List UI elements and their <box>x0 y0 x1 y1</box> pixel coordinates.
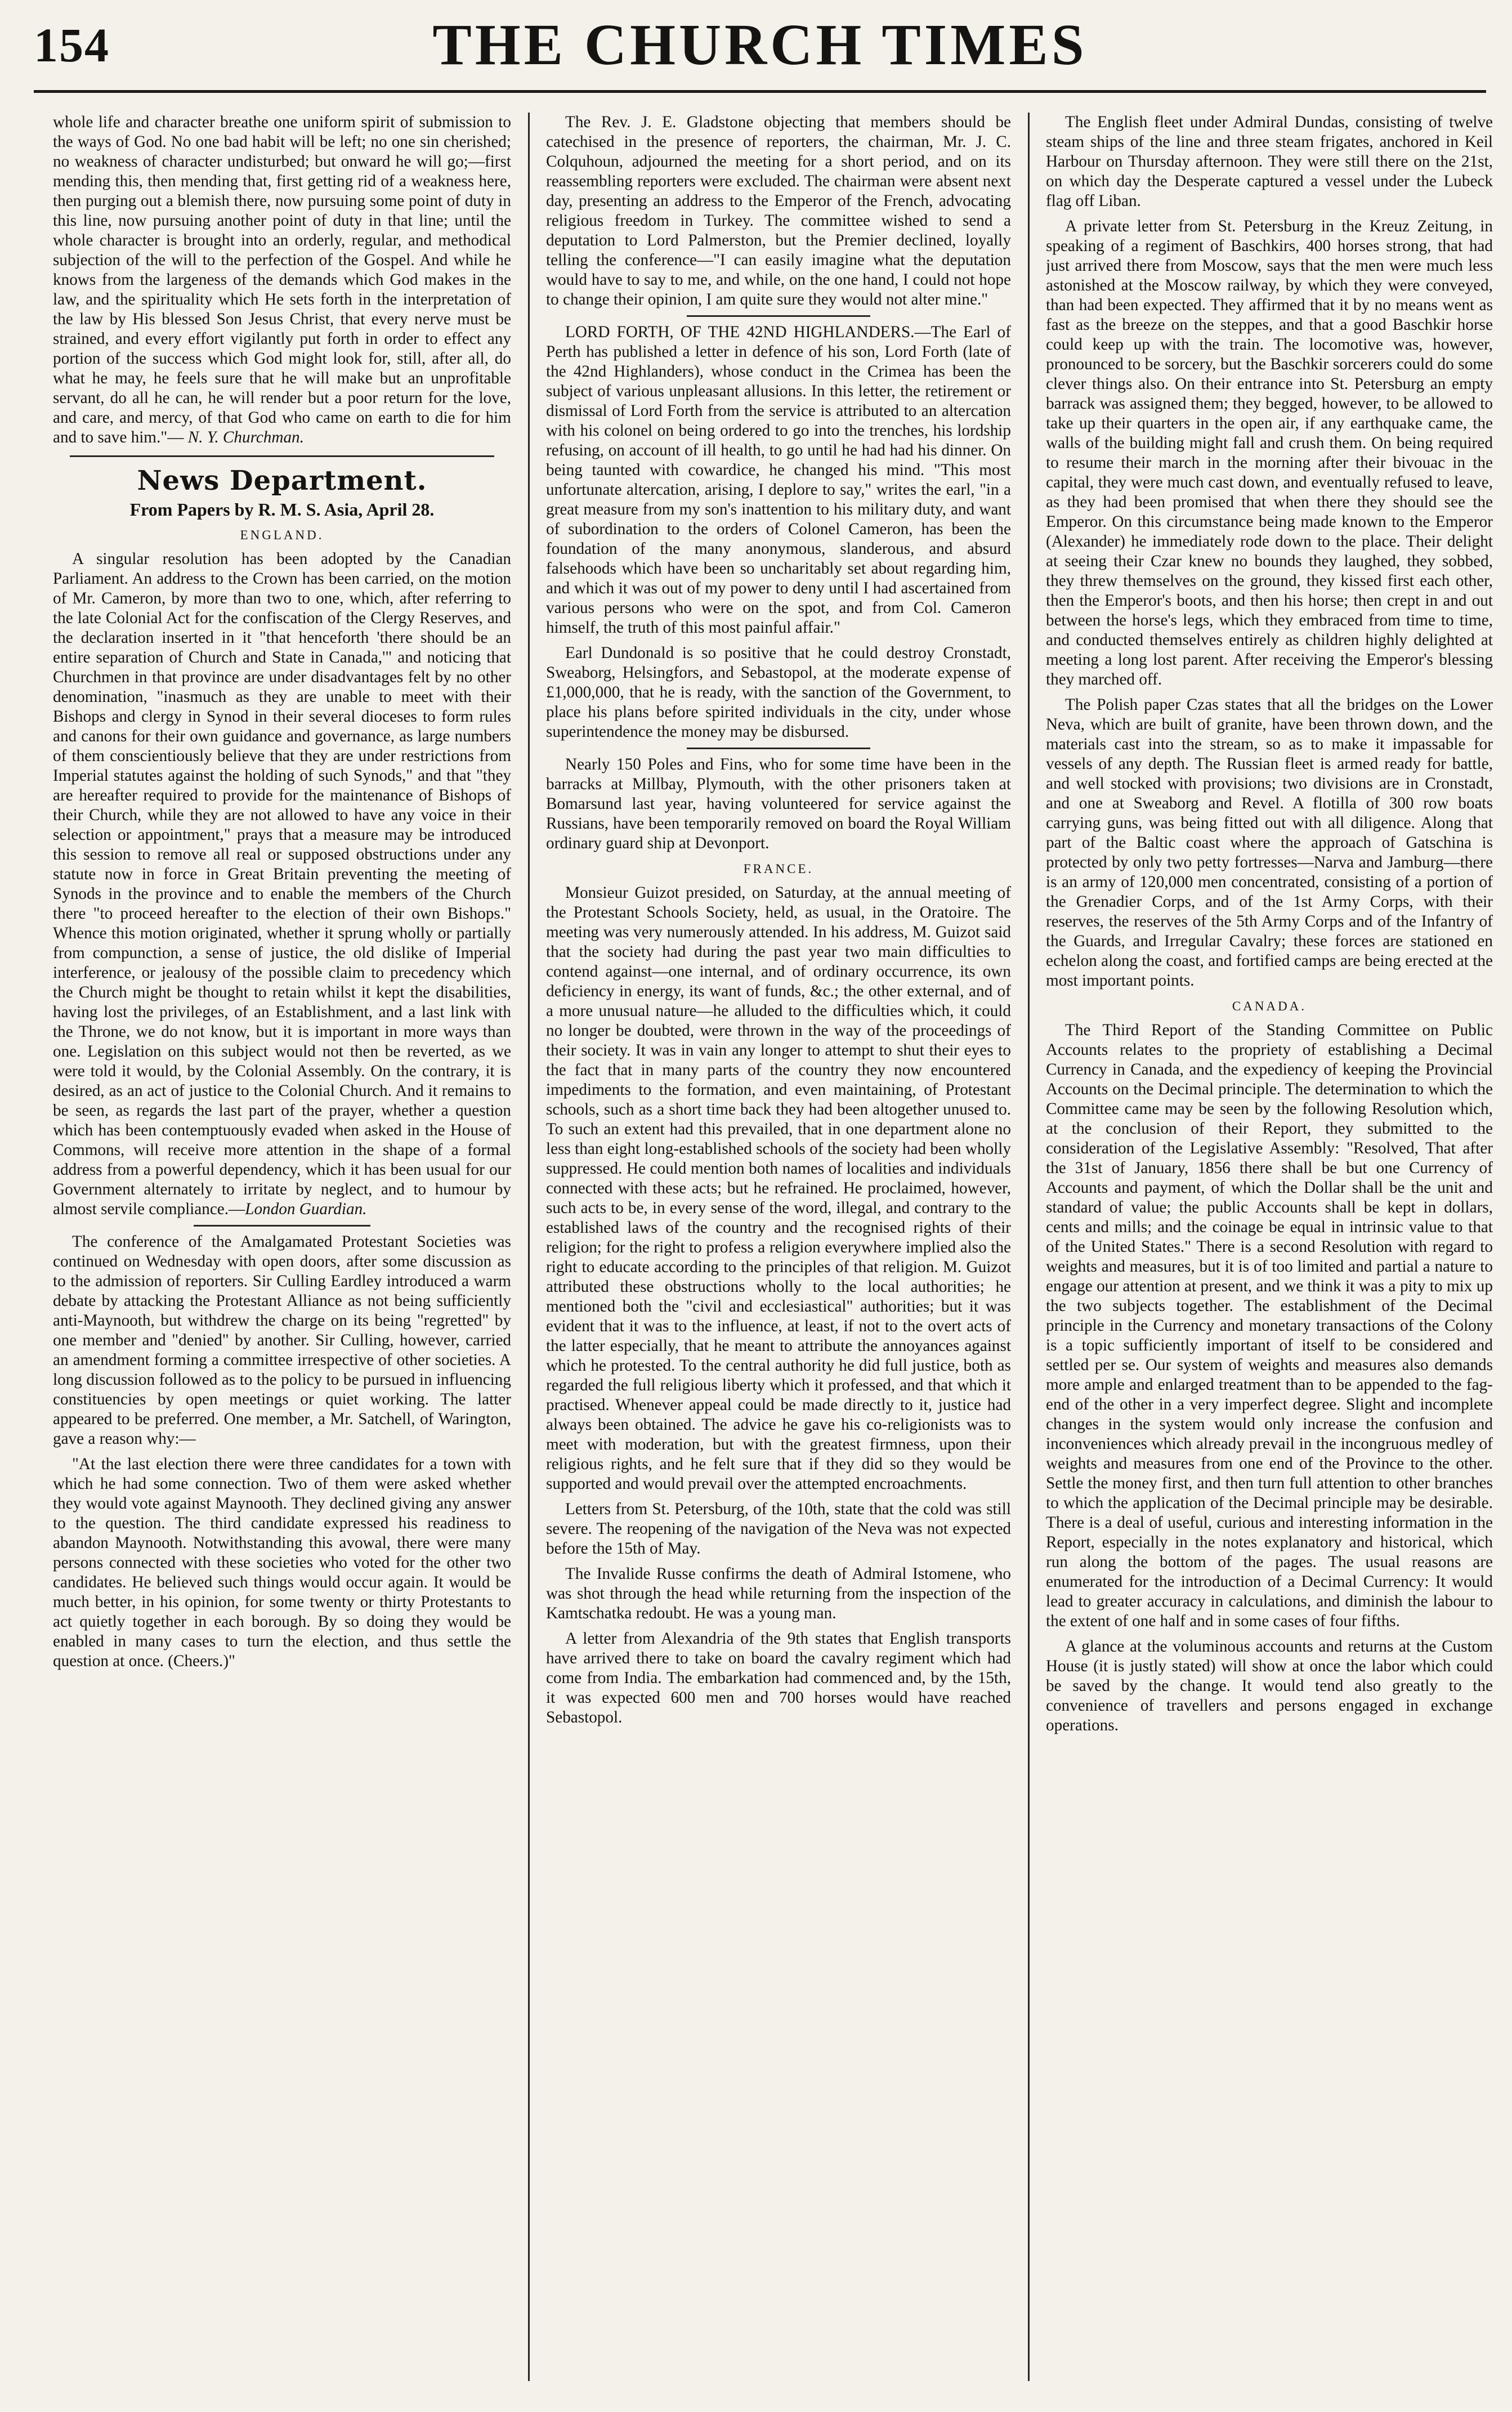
article-paragraph: The Invalide Russe confirms the death of Admiral Istomene, who was shot through the head while returning from the inspection of the Kamtschatka redoubt. He was a young man. <box>546 1565 1011 1622</box>
article-source: London Guardian. <box>245 1200 367 1218</box>
article-paragraph: The conference of the Amalgamated Protestant Societies was continued on Wednesday with open doors, after some discussion as to the admission of reporters. Sir Culling Eardley introduced a warm debate by attacking the Protestant Alliance as not being sufficiently anti-Maynooth, but withdrew the charge on its being "regretted" by one member and "denied" by another. Sir Culling, however, carried an amendment forming a committee irrespective of other societies. A long discussion followed as to the policy to be pursued in influencing constituencies by open meetings or quiet working. The latter appeared to be preferred. One member, a Mr. Satchell, of Warington, gave a reason why:— <box>53 1233 511 1448</box>
newspaper-title: THE CHURCH TIMES <box>432 12 1088 77</box>
article-paragraph: A glance at the voluminous accounts and returns at the Custom House (it is justly stated) will show at once the labor which could be saved by the change. It would tend also greatly to the convenience of travellers and persons engaged in exchange operations. <box>1046 1637 1493 1734</box>
article-paragraph: The Third Report of the Standing Committee on Public Accounts relates to the propriety of establishing a Decimal Currency in Canada, and the expediency of keeping the Provincial Accounts on the Decimal principle. The determination to which the Committee came may be seen by the following Resolution which, at the conclusion of their Report, they submitted to the consideration of the Legislative Assembly: "Resolved, That after the 31st of January, 1856 there shall be but one Currency of Accounts and payment, of which the Dollar shall be the unit and standard of value; the public Accounts shall be kept in dollars, cents and mills; and the coinage be equal in intrinsic value to that of the United States." There is a second Resolution with regard to weights and measures, but it is of too limited and partial a nature to engage our attention at present, and we think it was a pity to mix up the two subjects together. The establishment of the Decimal principle in the Currency and monetary transactions of the Colony is a topic sufficiently important of itself to be considered and settled per se. Our system of weights and measures also demands more ample and enlarged treatment than to be appended to the fag-end of the other in a very imperfect degree. Slight and incomplete changes in the system would only increase the confusion and inconveniences which already prevail in the incongruous medley of weights and measures from one end of the Province to the other. Settle the money first, and then turn full attention to other branches to which the application of the Decimal principle may be desirable. There is a deal of useful, curious and interesting information in the Report, especially in the notes explanatory and historical, which run along the bottom of the pages. The usual reasons are enumerated for the introduction of a Decimal Currency: It would lead to greater accuracy in calculations, and diminish the labour to the extent of one half and in some cases of four fifths. <box>1046 1021 1493 1630</box>
article-paragraph: A singular resolution has been adopted by the Canadian Parliament. An address to the Crown has been carried, on the motion of Mr. Cameron, by more than two to one, which, after referring to the late Colonial Act for the confiscation of the Clergy Reserves, and the declaration inserted in it "that henceforth 'there should be an entire separation of Church and State in Canada,'" and noticing that Churchmen in that province are under disadvantages felt by no other denomination, "inasmuch as they are unable to meet with their Bishops and clergy in Synod in their several dioceses to form rules and canons for their own guidance and governance, as large numbers of them conscientiously believe that they are under restrictions from Imperial statutes against the holding of such Synods," and that "they are hereafter required to provide for the maintenance of Bishops of their Church, while they are not allowed to have any voice in their selection or appointment," prays that a measure may be introduced this session to remove all real or supposed obstructions under any statute now in force in Great Britain preventing the meeting of Synods in the province and to enable the members of the Church there "to proceed hereafter to the election of their own Bishops." Whence this motion originated, whether it sprung wholly or partially from compunction, a sense of justice, the old dislike of Imperial interference, or jealousy of the possible claim to precedency which the Church might be thought to retain whilst it kept the disabilities, having lost the privileges, of an Establishment, and a last link with the Throne, we do not know, but it is important in more ways than one. Legislation on this subject would not then be reverted, as we were told it would, by the Colonial Assembly. On the contrary, it is desired, as an act of justice to the Colonial Church. And it remains to be seen, as regards the last part of the prayer, whether a question which has been contemptuously evaded when asked in the House of Commons, will receive more attention in the shape of a formal address from a powerful dependency, which it has been usual for our Government alternately to irritate by neglect, and to humour by almost servile compliance.—London Guardian. <box>53 550 511 1218</box>
column-divider <box>528 113 530 2381</box>
masthead <box>34 11 1486 96</box>
article-paragraph: The Rev. J. E. Gladstone objecting that members should be catechised in the presence of reporters, the chairman, Mr. J. C. Colquhoun, adjourned the meeting for a short period, and on its reassembling reporters were excluded. The chairman were absent next day, presenting an address to the Emperor of the French, advocating religious freedom in Turkey. The committee wished to send a deputation to Lord Palmerston, but the Premier declined, loyally telling the conference—"I can easily imagine what the deputation would have to say to me, and while, on the one hand, I could not hope to change their opinion, I am quite sure they would not alter mine." <box>546 113 1011 308</box>
article-paragraph: A letter from Alexandria of the 9th states that English transports have arrived there to take on board the cavalry regiment which had come from India. The embarkation had commenced and, by the 15th, it was expected 600 men and 700 horses would have reached Sebastopol. <box>546 1630 1011 1726</box>
article-paragraph: Letters from St. Petersburg, of the 10th, state that the cold was still severe. The reopening of the navigation of the Neva was not expected before the 15th of May. <box>546 1500 1011 1558</box>
dateline: From Papers by R. M. S. Asia, April 28. <box>129 499 435 520</box>
page-number: 154 <box>34 18 110 72</box>
column-divider <box>1028 113 1030 2381</box>
article-paragraph: The English fleet under Admiral Dundas, consisting of twelve steam ships of the line and three steam frigates, anchored in Keil Harbour on Thursday afternoon. They were still there on the 21st, on which day the Desperate captured a vessel under the Lubeck flag off Liban. <box>1046 113 1493 210</box>
column-3 <box>1046 113 1493 2381</box>
section-rule <box>70 455 494 457</box>
column-1 <box>53 113 511 2381</box>
article-paragraph: The Polish paper Czas states that all the bridges on the Lower Neva, which are built of granite, have been thrown down, and the materials cast into the stream, so as to make it impassable for vessels of any depth. The Russian fleet is armed ready for battle, and well stocked with provisions; two divisions are in Cronstadt, and one at Sweaborg and Revel. A flotilla of 300 row boats carrying guns, was being fitted out with all diligence. Along that part of the Baltic coast where the approach of Gatschina is protected by only two petty fortresses—Narva and Jamburg—there is an army of 120,000 men concentrated, consisting of a portion of the Grenadier Corps, and of the 1st Army Corps, with their reserves, the reserves of the 5th Army Corps and of the Infantry of the Guards, and Irregular Cavalry; these forces are stationed en echelon along the coast, and fortified camps are being erected at the most important points. <box>1046 696 1493 990</box>
article-paragraph: Nearly 150 Poles and Fins, who for some time have been in the barracks at Millbay, Plymouth, with the other prisoners taken at Bomarsund last year, having volunteered for service against the Russians, have been temporarily removed on board the Royal William ordinary guard ship at Devonport. <box>546 755 1011 852</box>
region-heading-england: ENGLAND. <box>240 528 324 542</box>
article-source: N. Y. Churchman. <box>187 428 304 446</box>
article-paragraph: Monsieur Guizot presided, on Saturday, at the annual meeting of the Protestant Schools Society, held, as usual, in the Oratoire. The meeting was very numerously attended. In his address, M. Guizot said that the society had during the past year two main difficulties to contend against—one internal, and of ordinary occurrence, its own deficiency in energy, its want of funds, &c.; the other external, and of a more unusual nature—he alluded to the difficulties which, it could no longer be doubted, were thrown in the way of the proceedings of their society. It was in vain any longer to attempt to shut their eyes to the fact that in many parts of the country they now encountered impediments to the formation, and even maintaining, of Protestant schools, such as a short time back they had been altogether unused to. To such an extent had this prevailed, that in one department alone no less than eight long-established schools of the society had been wholly suppressed. He could mention both names of localities and individuals connected with these acts; but he refrained. He proclaimed, however, such acts to be, in every sense of the word, illegal, and contrary to the established laws of the country and the recognised rights of their religion; for the right to profess a religion everywhere implied also the right to educate according to the principles of that religion. M. Guizot attributed these obstructions wholly to the local authorities; he mentioned both the "civil and ecclesiastical" authorities; but it was evident that it was to the influence, at least, if not to the overt acts of the latter especially, that he meant to attribute the annoyances against which he protested. To the central authority he did full justice, both as regarded the full religious liberty which it professed, and that which it practised. Whenever appeal could be made directly to it, justice had always been obtained. The advice he gave his co-religionists was to meet with moderation, but with the greatest firmness, upon their religious rights, and he felt sure that if they did so they would be supported and would prevail over the attempted encroachments. <box>546 884 1011 1493</box>
section-heading: News Department. <box>137 465 427 496</box>
article-paragraph: Earl Dundonald is so positive that he could destroy Cronstadt, Sweaborg, Helsingfors, and Sebastopol, at the moderate expense of £1,000,000, that he is ready, with the sanction of the Government, to place his plans before spirited individuals in the city, under whose superintendence the money may be disbursed. <box>546 644 1011 741</box>
region-heading-france: FRANCE. <box>743 862 814 876</box>
article-paragraph: whole life and character breathe one uniform spirit of submission to the ways of God. No one bad habit will be left; no one sin cherished; no weakness of character undisturbed; but onward he will go;—first mending this, then mending that, first getting rid of a weakness here, then purging out a blemish there, now pursuing some point of duty in this line, now pursuing another point of duty in that line; until the whole character is brought into an orderly, regular, and methodical subjection of the will to the perfection of the Gospel. And while he knows from the largeness of the demands which God makes in the law, and the spirituality which He sets forth in the interpretation of the law by His blessed Son Jesus Christ, that every nerve must be strained, and every effort vigilantly put forth in order to effect any portion of the success which God might look for, still, after all, do what he may, he feels sure that he will make but an unprofitable servant, do all he can, he will render but a poor return for the love, and care, and mercy, of that God who came on earth to die for him and to save him."— N. Y. Churchman. <box>53 113 511 446</box>
region-heading-canada: CANADA. <box>1232 999 1307 1013</box>
article-paragraph: "At the last election there were three candidates for a town with which he had some connection. Two of them were asked whether they would vote against Maynooth. They declined giving any answer to the question. The third candidate expressed his readiness to abandon Maynooth. Notwithstanding this avowal, there were many persons connected with these societies who voted for the other two candidates. He believed such things would occur again. It would be much better, in his opinion, for some twenty or thirty Protestants to act quietly together in each borough. By so doing they would be enabled in many cases to turn the election, and thus settle the question at once. (Cheers.)" <box>53 1455 511 1670</box>
column-2 <box>546 113 1011 2381</box>
masthead-rule <box>34 90 1486 93</box>
article-paragraph: A private letter from St. Petersburg in the Kreuz Zeitung, in speaking of a regiment of Baschkirs, 400 horses strong, that had just arrived there from Moscow, says that the men were much less astonished at the Moscow railway, by which they were conveyed, than had been expected. They affirmed that it by no means went as fast as the breeze on the steppes, and that a good Baschkir horse could keep up with the train. The locomotive was, however, pronounced to be sorcery, but the Baschkir sorcerers could do some clever things also. On their entrance into St. Petersburg an empty barrack was assigned them; they begged, however, to be allowed to take up their quarters in the open air, if any earthquake came, the walls of the building might fall and crush them. On being required to resume their march in the morning after their bivouac in the capital, they were much cast down, and eventually refused to leave, as they had been promised that when there they should see the Emperor. On this circumstance being made known to the Emperor (Alexander) he immediately rode down to the place. Their delight at seeing their Czar knew no bounds they laughed, they sobbed, they threw themselves on the ground, they kissed first each other, then the Emperor's boots, and then his horse; then crept in and out between the horse's legs, which they embraced from time to time, and conducted themselves entirely as children highly delighted at meeting a long lost parent. After receiving the Emperor's blessing they marched off. <box>1046 217 1493 688</box>
article-paragraph: LORD FORTH, OF THE 42ND HIGHLANDERS.—The Earl of Perth has published a letter in defence of his son, Lord Forth (late of the 42nd Highlanders), whose conduct in the Crimea has been the subject of various unpleasant allusions. In this letter, the retirement or dismissal of Lord Forth from the service is attributed to an altercation with his colonel on being ordered to go into the trenches, his lordship refusing, on account of ill health, to go until he had had his dinner. On being taunted with cowardice, he changed his mind. "This most unfortunate altercation, arising, I deplore to say," writes the earl, "in a great measure from my son's inattention to his military duty, and want of subordination to the orders of Colonel Cameron, has been the foundation of the many anonymous, slanderous, and absurd falsehoods which have been so uncharitably set about regarding him, and which it was out of my power to deny until I had ascertained from various persons who were on the spot, and from Col. Cameron himself, the truth of this most painful affair." <box>546 323 1011 637</box>
article-separator <box>194 1225 370 1227</box>
article-separator <box>687 315 870 317</box>
article-separator <box>687 748 870 749</box>
